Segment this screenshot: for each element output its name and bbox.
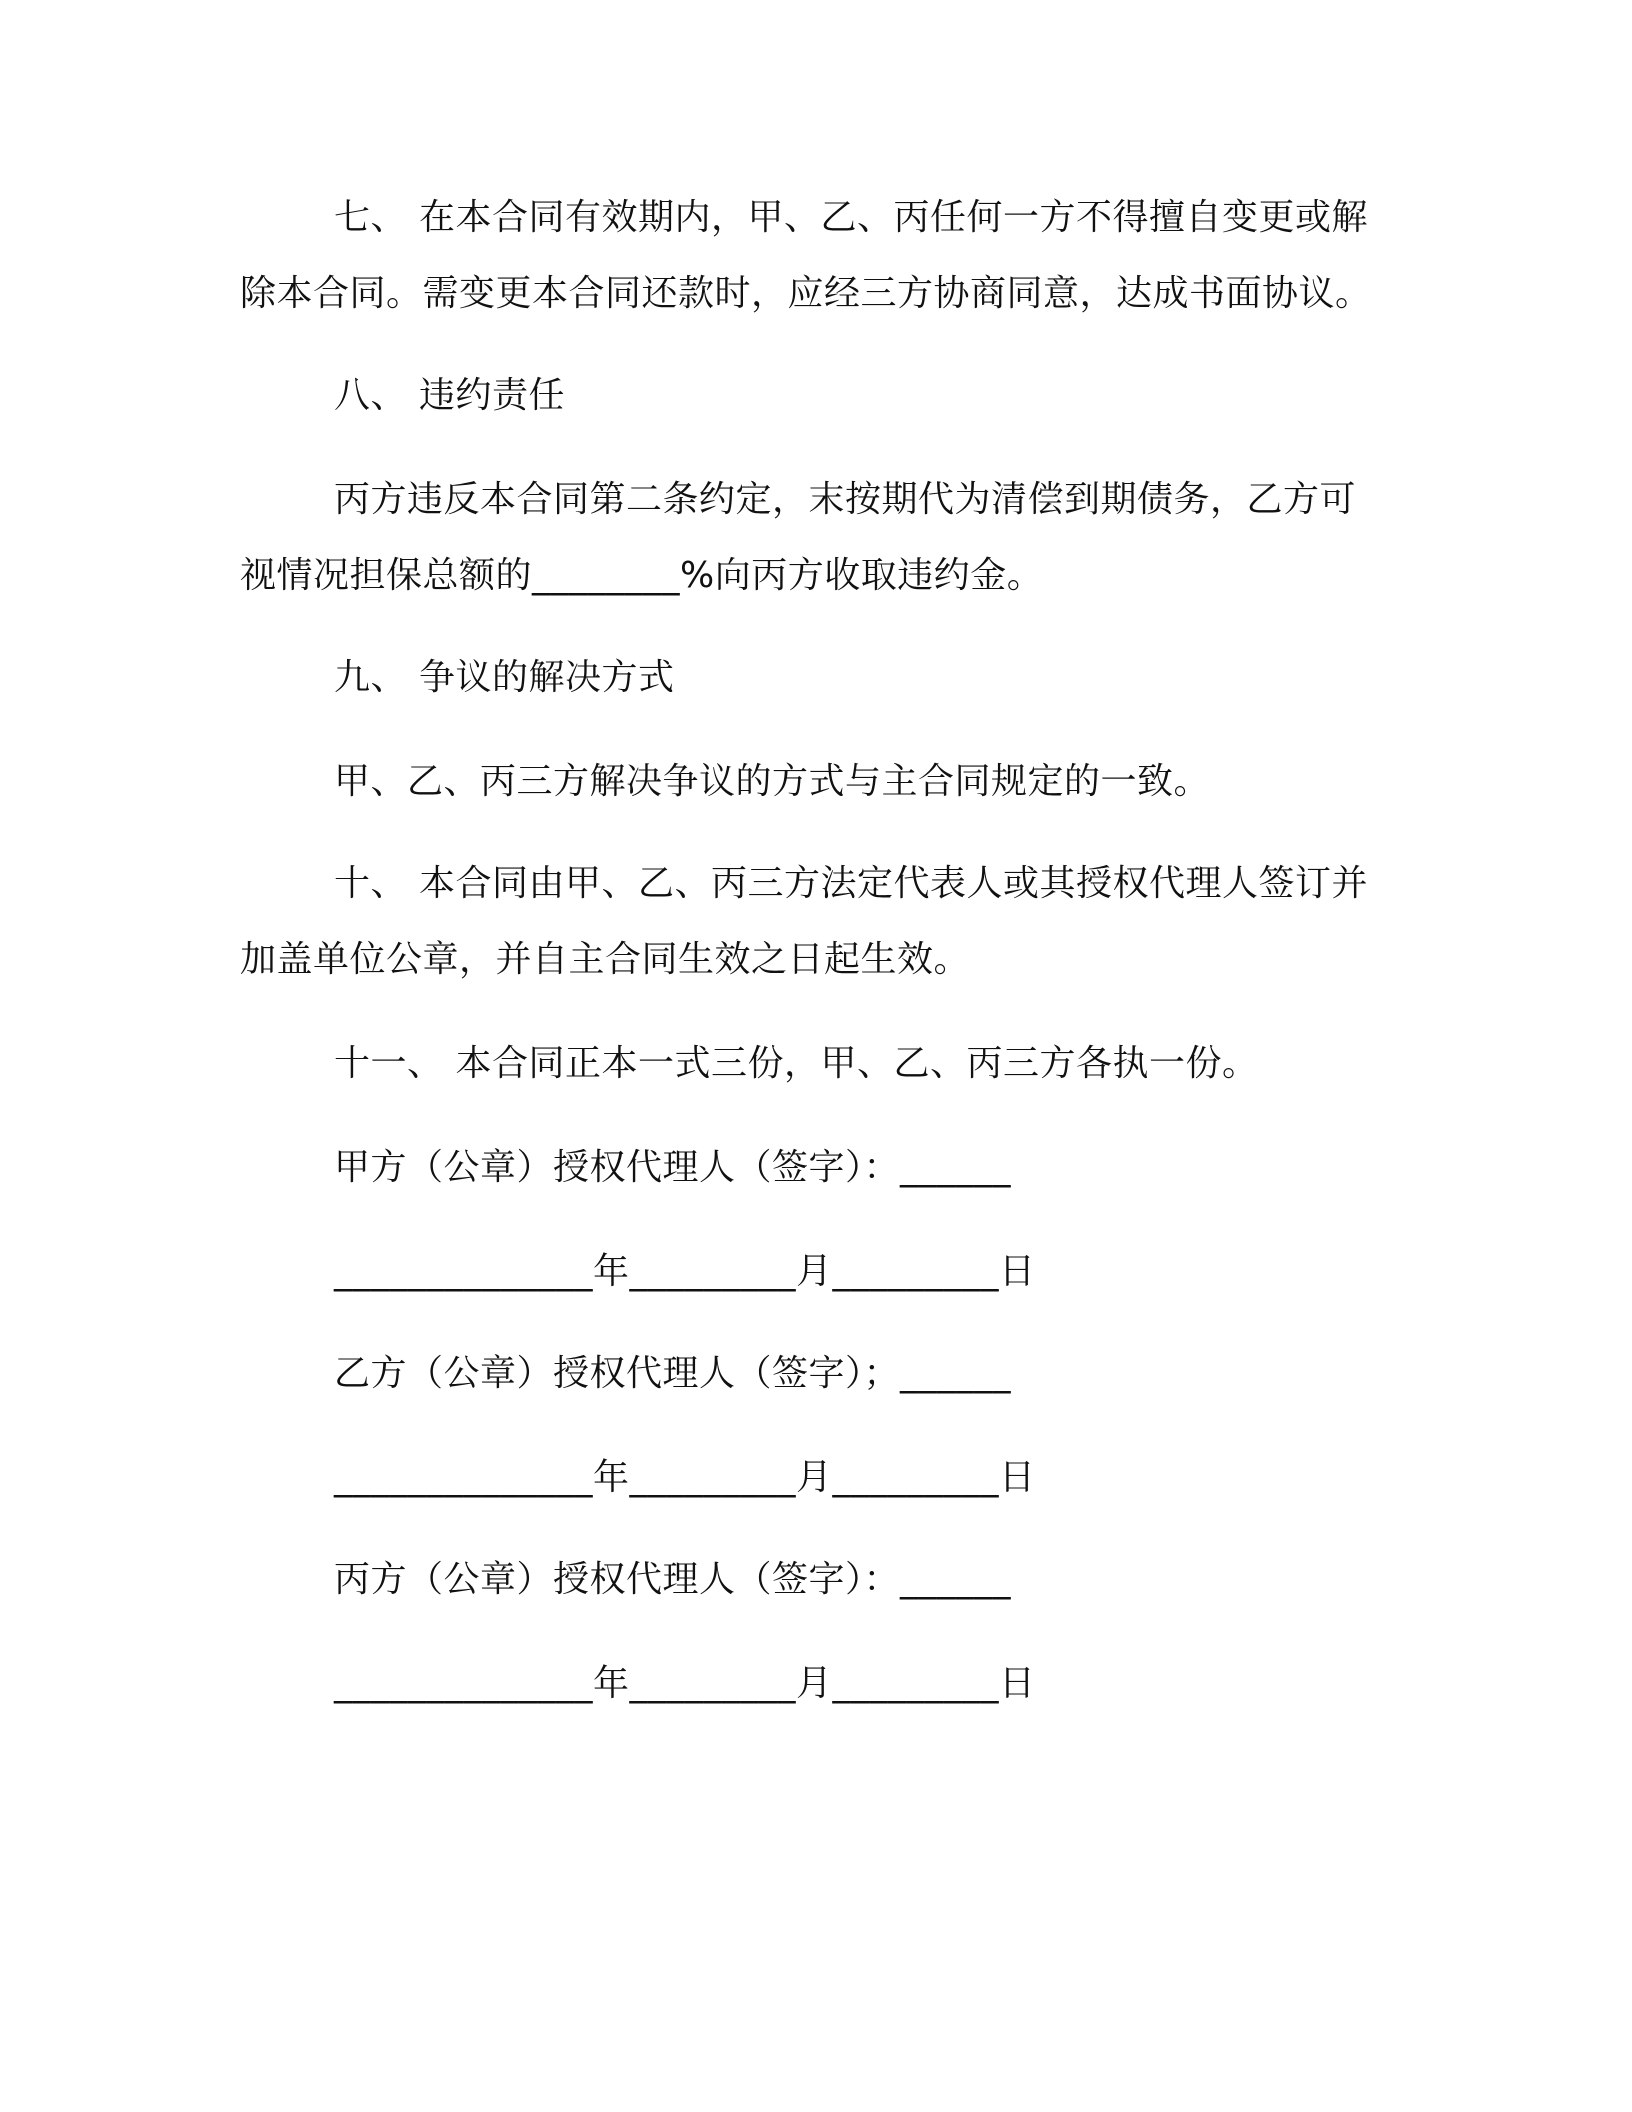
clause-11-text: 十一、 本合同正本一式三份，甲、乙、丙三方各执一份。	[334, 1043, 1259, 1084]
clause-7-line-2: 除本合同。需变更本合同还款时，应经三方协商同意，达成书面协议。	[240, 273, 1372, 314]
party-b-signature-line: 乙方（公章）授权代理人（签字）；______	[334, 1353, 1012, 1394]
party-a-date-line: ______________年_________月_________日	[334, 1251, 1036, 1292]
clause-8-text-line-2: 视情况担保总额的________%向丙方收取违约金。	[240, 555, 1044, 596]
party-c-signature-line: 丙方（公章）授权代理人（签字）：______	[334, 1559, 1012, 1600]
party-c-date-line: ______________年_________月_________日	[334, 1663, 1036, 1704]
clause-8-text-line-1: 丙方违反本合同第二条约定，末按期代为清偿到期债务，乙方可	[334, 479, 1357, 520]
party-b-date-line: ______________年_________月_________日	[334, 1457, 1036, 1498]
clause-9-heading: 九、 争议的解决方式	[334, 657, 675, 698]
clause-8-heading: 八、 违约责任	[334, 375, 565, 416]
clause-7-line-1: 七、 在本合同有效期内，甲、乙、丙任何一方不得擅自变更或解	[334, 197, 1368, 238]
clause-9-text: 甲、乙、丙三方解决争议的方式与主合同规定的一致。	[334, 761, 1211, 802]
party-a-signature-line: 甲方（公章）授权代理人（签字）：______	[334, 1147, 1012, 1188]
clause-10-line-2: 加盖单位公章，并自主合同生效之日起生效。	[240, 939, 971, 980]
clause-10-line-1: 十、 本合同由甲、乙、丙三方法定代表人或其授权代理人签订并	[334, 863, 1368, 904]
